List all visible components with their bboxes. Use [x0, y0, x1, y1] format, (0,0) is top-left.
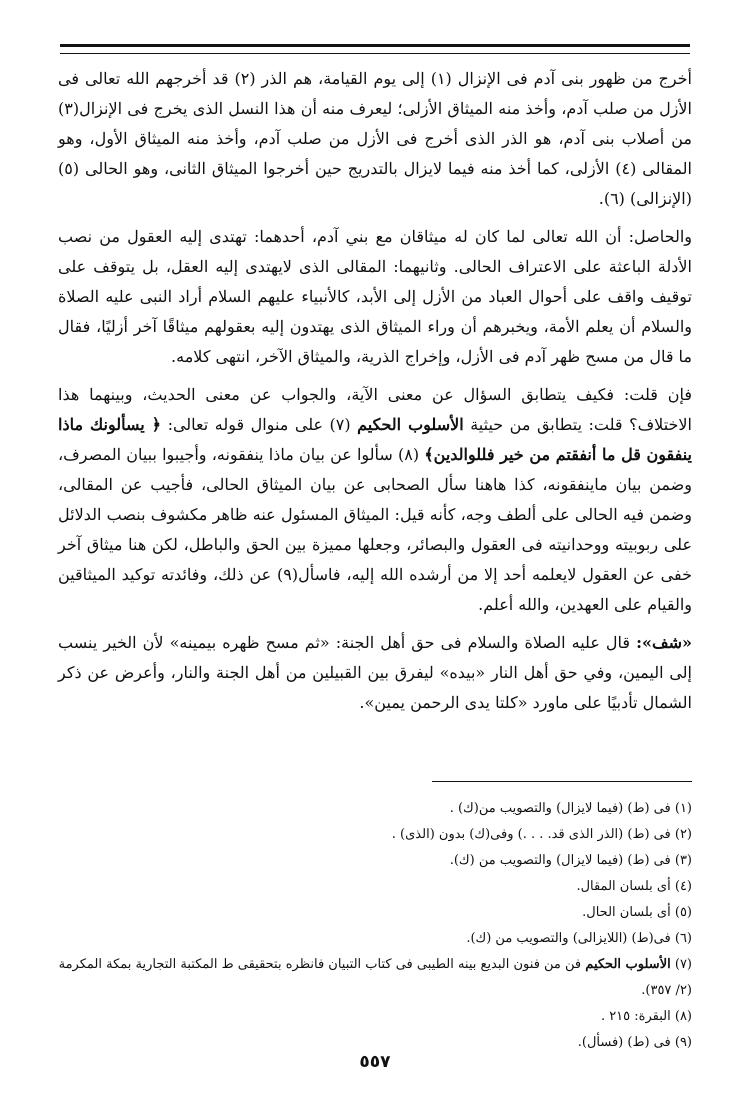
footnote-7-bold-term: الأسلوب الحكيم: [585, 957, 671, 972]
footnote-7-text: فن من فنون البديع بينه الطيبى فى كتاب التبيان فانظره بتحقيقى ط المكتبة التجارية بمكة المكرمة (٢/ ٣٥٧).: [58, 957, 692, 998]
footnote-6: (٦) فى(ط) (اللايزالى) والتصويب من (ك).: [466, 931, 692, 946]
page-number: ٥٥٧: [359, 1052, 391, 1072]
footnote-3: (٣) فى (ط) (فيما لايزال) والتصويب من (ك).: [449, 853, 692, 868]
footnote-1: (١) فى (ط) (فيما لايزال) والتصويب من(ك) .: [449, 801, 692, 816]
paragraph-3-part2: (٧) على منوال قوله تعالى:: [167, 415, 351, 434]
footnote-2: (٢) فى (ط) (الذر الذى قد. . . .) وفى(ك) بدون (الذى) .: [391, 827, 692, 842]
paragraph-4-text: قال عليه الصلاة والسلام فى حق أهل الجنة: «ثم مسح ظهره بيمينه» لأن الخير ينسب إلى اليمين، وفي حق أهل النار «بيده» ليفرق بين القبيلين من أهل الجنة والنار، وأعرض عن ذكر الشمال تأدبيًا على ماورد «كلتا يدى الرحمن يمين».: [58, 633, 692, 712]
paragraph-4-label: «شف»:: [636, 633, 693, 652]
main-text: [58, 64, 692, 726]
footnote-separator: [432, 781, 692, 782]
quran-quote: ﴿ يسألونك ماذا ينفقون قل ما أنفقتم من خير فللوالدين﴾: [58, 415, 692, 464]
paragraph-3-part3: (٨) سألوا عن بيان ماذا ينفقونه، وأجيبوا ببيان المصرف، وضمن بيان ماينفقونه، كذا هاهنا سأل الصحابى عن بيان الميثاق الحالى، فأجيب عن المقالى، وضمن فيه الحالى على ألطف وجه، كأنه قيل: الميثاق المسئول عنه ظاهر مكشوف بنصب الدلائل على ربوبيته ووحدانيته فى العقول والبصائر، وجعلها مميزة بين الحق والباطل، لكن هنا ميثاق آخر خفى عن العقول لايعلمه أحد إلا من أرشده الله إليه، فاسأل(٩) عن ذلك، وفائدته توكيد الميثاقين والقيام على العهدين، والله أعلم.: [58, 445, 692, 614]
paragraph-3-part1: فإن قلت: فكيف يتطابق السؤال عن معنى الآية، والجواب عن معنى الحديث، وبينهما هذا الاختلاف؟ قلت: يتطابق من حيثية: [58, 385, 692, 434]
footnote-7: [58, 952, 692, 1004]
footnote-8: (٨) البقرة: ٢١٥ .: [600, 1009, 692, 1024]
header-rule-thin: [60, 53, 690, 54]
footnote-5: (٥) أى بلسان الحال.: [582, 905, 692, 920]
paragraph-4: [58, 628, 692, 718]
footnotes: [58, 796, 692, 1056]
paragraph-2: والحاصل: أن الله تعالى لما كان له ميثاقان مع بني آدم، أحدهما: تهتدى إليه العقول من نصب الأدلة الباعثة على الاعتراف الحالى. وثانيهما: المقالى الذى لايهتدى إليه العقل، بل يتوقف على توقيف واقف على أحوال العباد من الأزل إلى الأبد، كالأنبياء عليهم السلام أراد النبى عليه الصلاة والسلام أن يعلم الأمة، ويخبرهم أن وراء الميثاق الذى يهتدون إليه بعقولهم ميثاقًا آخر أزليًا، فقال ما قال من مسح ظهر آدم فى الأزل، وإخراج الذرية، والميثاق الآخر، انتهى كلامه.: [58, 227, 693, 366]
paragraph-3: [58, 380, 692, 620]
paragraph-3-bold-term: الأسلوب الحكيم: [357, 415, 464, 434]
footnote-4: (٤) أى بلسان المقال.: [576, 879, 692, 894]
footnote-7-number: (٧): [674, 957, 692, 972]
paragraph-1: أخرج من ظهور بنى آدم فى الإنزال (١) إلى يوم القيامة، هم الذر (٢) قد أخرجهم الله تعالى فى الأزل من صلب آدم، وأخذ منه الميثاق الأزلى؛ ليعرف منه أن هذا النسل الذى يخرج فى الإنزال(٣) من أصلاب بنى آدم، هو الذر الذى أخرج فى الأزل من صلب آدم، وأخذ منه الميثاق الأول، وهو المقالى (٤) الأزلى، كما أخذ منه فيما لايزال بالتدريج حين أخرجوا الميثاق الثانى، وهو الحالى (٥) (الإنزالى) (٦).: [58, 69, 692, 208]
footnote-9: (٩) فى (ط) (فسأل).: [577, 1035, 692, 1050]
header-rule-thick: [60, 44, 690, 47]
